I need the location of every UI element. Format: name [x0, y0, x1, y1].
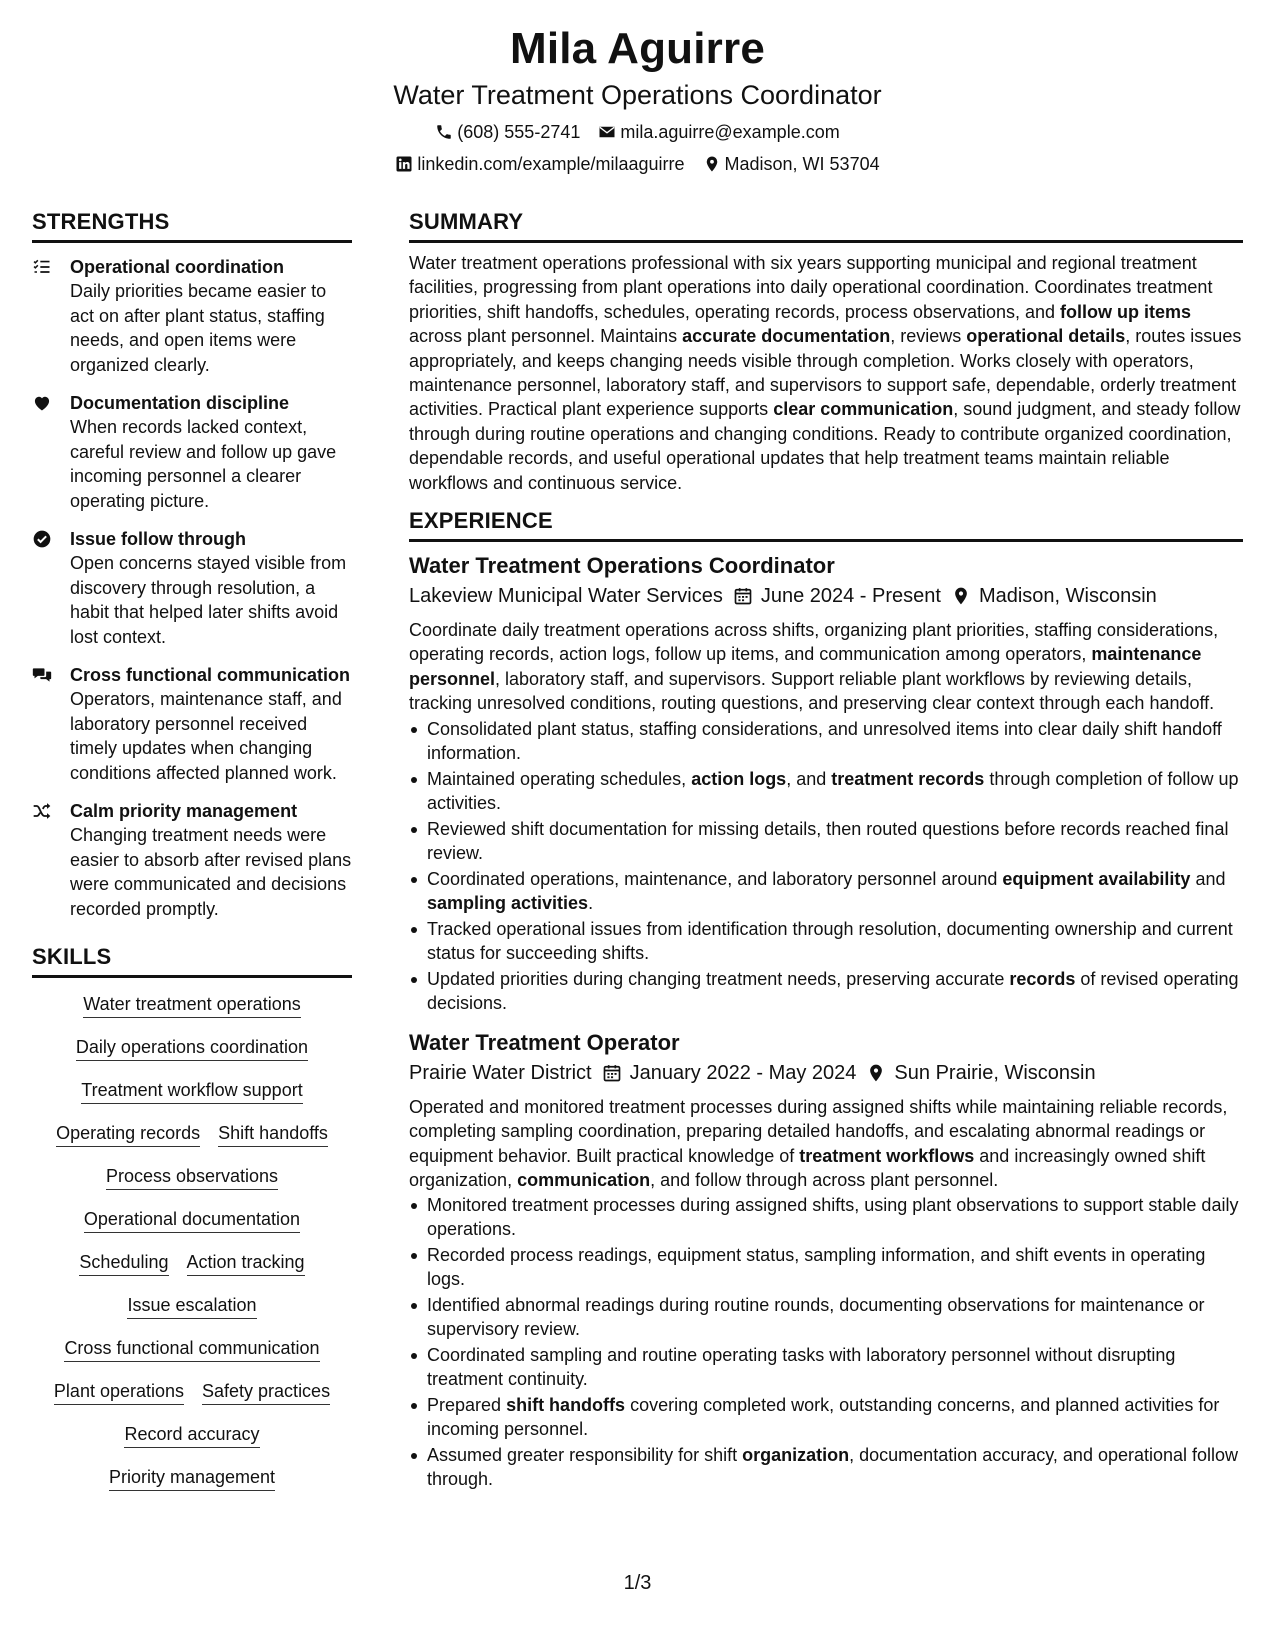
emphasis-text: equipment availability	[1002, 868, 1191, 889]
skills-heading: SKILLS	[32, 943, 352, 978]
skill-tag: Issue escalation	[127, 1293, 256, 1319]
text-segment: Recorded process readings, equipment status, sampling information, and shift events in operating logs.	[427, 1245, 1206, 1290]
text-segment: and	[1190, 868, 1226, 889]
strength-description: Operators, maintenance staff, and laboratory personnel received timely updates when changing conditions affected planned work.	[70, 689, 342, 783]
skill-tag: Plant operations	[54, 1379, 184, 1405]
job-location-text: Sun Prairie, Wisconsin	[894, 1061, 1096, 1084]
skill-row	[32, 1078, 352, 1104]
job-location-text: Madison, Wisconsin	[978, 585, 1157, 608]
candidate-name: Mila Aguirre	[509, 24, 766, 73]
text-segment: Maintained operating schedules,	[427, 768, 692, 789]
text-segment: , and	[786, 768, 832, 789]
skill-tag: Operational documentation	[84, 1207, 300, 1233]
strength-title: Documentation discipline	[70, 393, 290, 413]
job-location	[951, 582, 1157, 610]
emphasis-text: shift handoffs	[506, 1395, 626, 1416]
strength-body	[70, 663, 352, 785]
summary-text	[409, 251, 1243, 495]
strength-body	[70, 527, 352, 649]
strength-item	[32, 799, 352, 921]
text-segment: Coordinated operations, maintenance, and laboratory personnel around	[427, 868, 1003, 889]
job-bullets	[409, 1193, 1243, 1491]
calendar-icon	[733, 586, 753, 606]
skill-tag: Cross functional communication	[64, 1336, 319, 1362]
emphasis-text: organization	[742, 1445, 850, 1466]
skill-row	[32, 1422, 352, 1448]
strength-description: Changing treatment needs were easier to absorb after revised plans were communicated and decisions recorded promptly.	[70, 825, 352, 919]
bullet-item	[409, 767, 1243, 815]
skill-tag: Daily operations coordination	[76, 1035, 308, 1061]
phone-icon	[435, 123, 453, 141]
candidate-headline: Water Treatment Operations Coordinator	[393, 80, 882, 110]
map-pin-icon	[866, 1063, 886, 1083]
job-location	[866, 1059, 1095, 1087]
strength-description: When records lacked context, careful review and follow up gave incoming personnel a clearer operating picture.	[70, 417, 337, 511]
skill-row	[32, 1379, 352, 1405]
skill-tag: Water treatment operations	[83, 992, 300, 1018]
contact-linkedin[interactable]	[395, 152, 684, 176]
skill-tag: Priority management	[109, 1465, 275, 1491]
skill-row	[32, 1207, 352, 1233]
contact-email[interactable]	[598, 120, 839, 144]
text-segment: Updated priorities during changing treatment needs, preserving accurate	[427, 968, 1010, 989]
bullet-item	[409, 967, 1243, 1015]
emphasis-text: maintenance personnel	[409, 644, 1202, 689]
bullet-item	[409, 1193, 1243, 1241]
strength-item	[32, 391, 352, 513]
emphasis-text: treatment records	[831, 768, 985, 789]
strength-body	[70, 391, 352, 513]
bullet-item	[409, 817, 1243, 865]
envelope-icon	[598, 123, 616, 141]
emphasis-text: follow up items	[1060, 301, 1192, 322]
experience-heading: EXPERIENCE	[409, 507, 1243, 542]
skill-tag: Process observations	[106, 1164, 278, 1190]
text-segment: and increasingly owned shift organization,	[409, 1145, 1206, 1190]
page-number: 1/3	[623, 1572, 652, 1594]
bullet-item	[409, 1343, 1243, 1391]
strength-description: Open concerns stayed visible from discovery through resolution, a habit that helped later shifts avoid lost context.	[70, 553, 347, 647]
text-segment: Water treatment operations professional with six years supporting municipal and regional treatment facilities, progressing from plant operations into daily operational coordination. Coordinates treatment priorities, shift handoffs, schedules, operating records, process observations, and	[409, 253, 1213, 322]
text-segment: Consolidated plant status, staffing considerations, and unresolved items into clear daily shift handoff information.	[427, 718, 1222, 763]
text-segment: .	[588, 892, 594, 913]
emphasis-text: treatment workflows	[799, 1145, 975, 1166]
emphasis-text: operational details	[966, 326, 1126, 347]
job-dates-text: January 2022 - May 2024	[629, 1061, 857, 1084]
emphasis-text: accurate documentation	[682, 326, 891, 347]
text-segment: across plant personnel. Maintains	[409, 326, 683, 347]
skill-row	[32, 1035, 352, 1061]
job-company: Lakeview Municipal Water Services	[409, 585, 723, 608]
calendar-icon	[602, 1063, 622, 1083]
skill-row	[32, 1250, 352, 1276]
job-meta	[409, 1059, 1243, 1087]
job-dates-text: June 2024 - Present	[760, 585, 941, 608]
job-entry	[409, 1029, 1243, 1492]
emphasis-text: sampling activities	[427, 892, 589, 913]
text-segment: of revised operating decisions.	[427, 968, 1239, 1013]
skill-tag: Operating records	[56, 1121, 200, 1147]
skill-tag: Scheduling	[79, 1250, 168, 1276]
bullet-item	[409, 1243, 1243, 1291]
job-dates	[602, 1059, 857, 1087]
bullet-item	[409, 1443, 1243, 1491]
text-segment: Assumed greater responsibility for shift	[427, 1445, 743, 1466]
location-text: Madison, WI 53704	[724, 154, 880, 174]
skill-tag: Record accuracy	[124, 1422, 259, 1448]
skill-row	[32, 1293, 352, 1319]
skill-tag: Safety practices	[202, 1379, 330, 1405]
job-company: Prairie Water District	[409, 1061, 592, 1084]
text-segment: , reviews	[890, 326, 967, 347]
job-entry	[409, 552, 1243, 1015]
strength-body	[70, 255, 352, 377]
text-segment: Operated and monitored treatment processes during assigned shifts while maintaining reliable records, completing sampling coordination, preparing detailed handoffs, and escalating abnormal readings or equipment behavior. Built practical knowledge of	[409, 1096, 1228, 1166]
job-meta	[409, 582, 1243, 610]
text-segment: , routes issues appropriately, and keeps changing needs visible through completion. Works closely with operators, maintenance personnel, laboratory staff, and supervisors to support safe, dependable, orderly treatment activities. Practical plant experience supports	[409, 326, 1242, 420]
email-text[interactable]: mila.aguirre@example.com	[620, 122, 840, 142]
contact-phone	[435, 120, 580, 144]
job-description	[409, 1095, 1243, 1193]
skills-list	[32, 992, 352, 1491]
summary-heading: SUMMARY	[409, 208, 1243, 243]
job-description	[409, 618, 1243, 716]
strength-description: Daily priorities became easier to act on after plant status, staffing needs, and open items were organized clearly.	[70, 281, 327, 375]
text-segment: Coordinate daily treatment operations across shifts, organizing plant priorities, staffing considerations, operating records, action logs, follow up items, and communication among operators,	[409, 620, 1219, 665]
text-segment: Prepared	[427, 1395, 507, 1416]
bullet-item	[409, 717, 1243, 765]
strengths-heading: STRENGTHS	[32, 208, 352, 243]
emphasis-text: communication	[517, 1169, 651, 1190]
text-segment: , laboratory staff, and supervisors. Support reliable plant workflows by reviewing details, tracking unresolved conditions, routing questions, and preserving clear context through each handoff.	[409, 668, 1215, 714]
text-segment: , sound judgment, and steady follow through during routine operations and changing conditions. Ready to contribute organized coordination, dependable records, and useful operational updates that help treatment teams maintain reliable workflows and continuous service.	[409, 399, 1241, 493]
job-dates	[733, 582, 941, 610]
text-segment: , documentation accuracy, and operational follow through.	[427, 1445, 1239, 1490]
text-segment: Monitored treatment processes during assigned shifts, using plant observations to support stable daily operations.	[427, 1195, 1239, 1240]
emphasis-text: action logs	[691, 768, 787, 789]
resume-header	[0, 22, 1275, 176]
phone-text: (608) 555-2741	[457, 122, 581, 142]
text-segment: through completion of follow up activities.	[427, 768, 1239, 813]
job-title: Water Treatment Operations Coordinator	[409, 553, 835, 579]
strength-title: Operational coordination	[70, 257, 285, 277]
job-title: Water Treatment Operator	[409, 1029, 680, 1055]
bullet-item	[409, 1393, 1243, 1441]
bullet-item	[409, 867, 1243, 915]
right-column	[409, 208, 1243, 1493]
heart-icon	[32, 391, 70, 513]
map-pin-icon	[703, 155, 721, 173]
strength-item	[32, 663, 352, 785]
skill-row	[32, 1336, 352, 1362]
jobs-list	[409, 552, 1243, 1491]
contact-row-1	[0, 120, 1275, 144]
bullet-item	[409, 1293, 1243, 1341]
contact-row-2	[0, 152, 1275, 176]
text-segment: , and follow through across plant personnel.	[650, 1169, 999, 1190]
skill-row	[32, 1121, 352, 1147]
strength-title: Calm priority management	[70, 801, 298, 821]
chat-bubbles-icon	[32, 663, 70, 785]
skill-tag: Action tracking	[187, 1250, 305, 1276]
contact-location	[703, 152, 880, 176]
check-circle-icon	[32, 527, 70, 649]
skill-row	[32, 1164, 352, 1190]
strength-title: Issue follow through	[70, 529, 246, 549]
skill-tag: Shift handoffs	[218, 1121, 328, 1147]
checklist-icon	[32, 255, 70, 377]
text-segment: covering completed work, outstanding concerns, and planned activities for incoming personnel.	[427, 1395, 1220, 1440]
emphasis-text: clear communication	[773, 399, 954, 420]
skill-tag: Treatment workflow support	[81, 1078, 302, 1104]
text-segment: Identified abnormal readings during routine rounds, documenting observations for maintenance or supervisory review.	[427, 1295, 1205, 1340]
strengths-list	[32, 255, 352, 921]
map-pin-icon	[951, 586, 971, 606]
text-segment: Coordinated sampling and routine operating tasks with laboratory personnel without disrupting treatment continuity.	[427, 1345, 1176, 1390]
linkedin-icon	[395, 155, 413, 173]
bullet-item	[409, 917, 1243, 965]
emphasis-text: records	[1009, 968, 1076, 989]
text-segment: Reviewed shift documentation for missing details, then routed questions before records reached final review.	[427, 818, 1229, 863]
text-segment: Tracked operational issues from identification through resolution, documenting ownership and current status for succeeding shifts.	[427, 918, 1233, 963]
strength-item	[32, 527, 352, 649]
strength-title: Cross functional communication	[70, 665, 351, 685]
left-column	[32, 208, 352, 1508]
skill-row	[32, 992, 352, 1018]
job-bullets	[409, 717, 1243, 1015]
strength-body	[70, 799, 352, 921]
skill-row	[32, 1465, 352, 1491]
shuffle-icon	[32, 799, 70, 921]
strength-item	[32, 255, 352, 377]
linkedin-text[interactable]: linkedin.com/example/milaaguirre	[417, 154, 685, 174]
